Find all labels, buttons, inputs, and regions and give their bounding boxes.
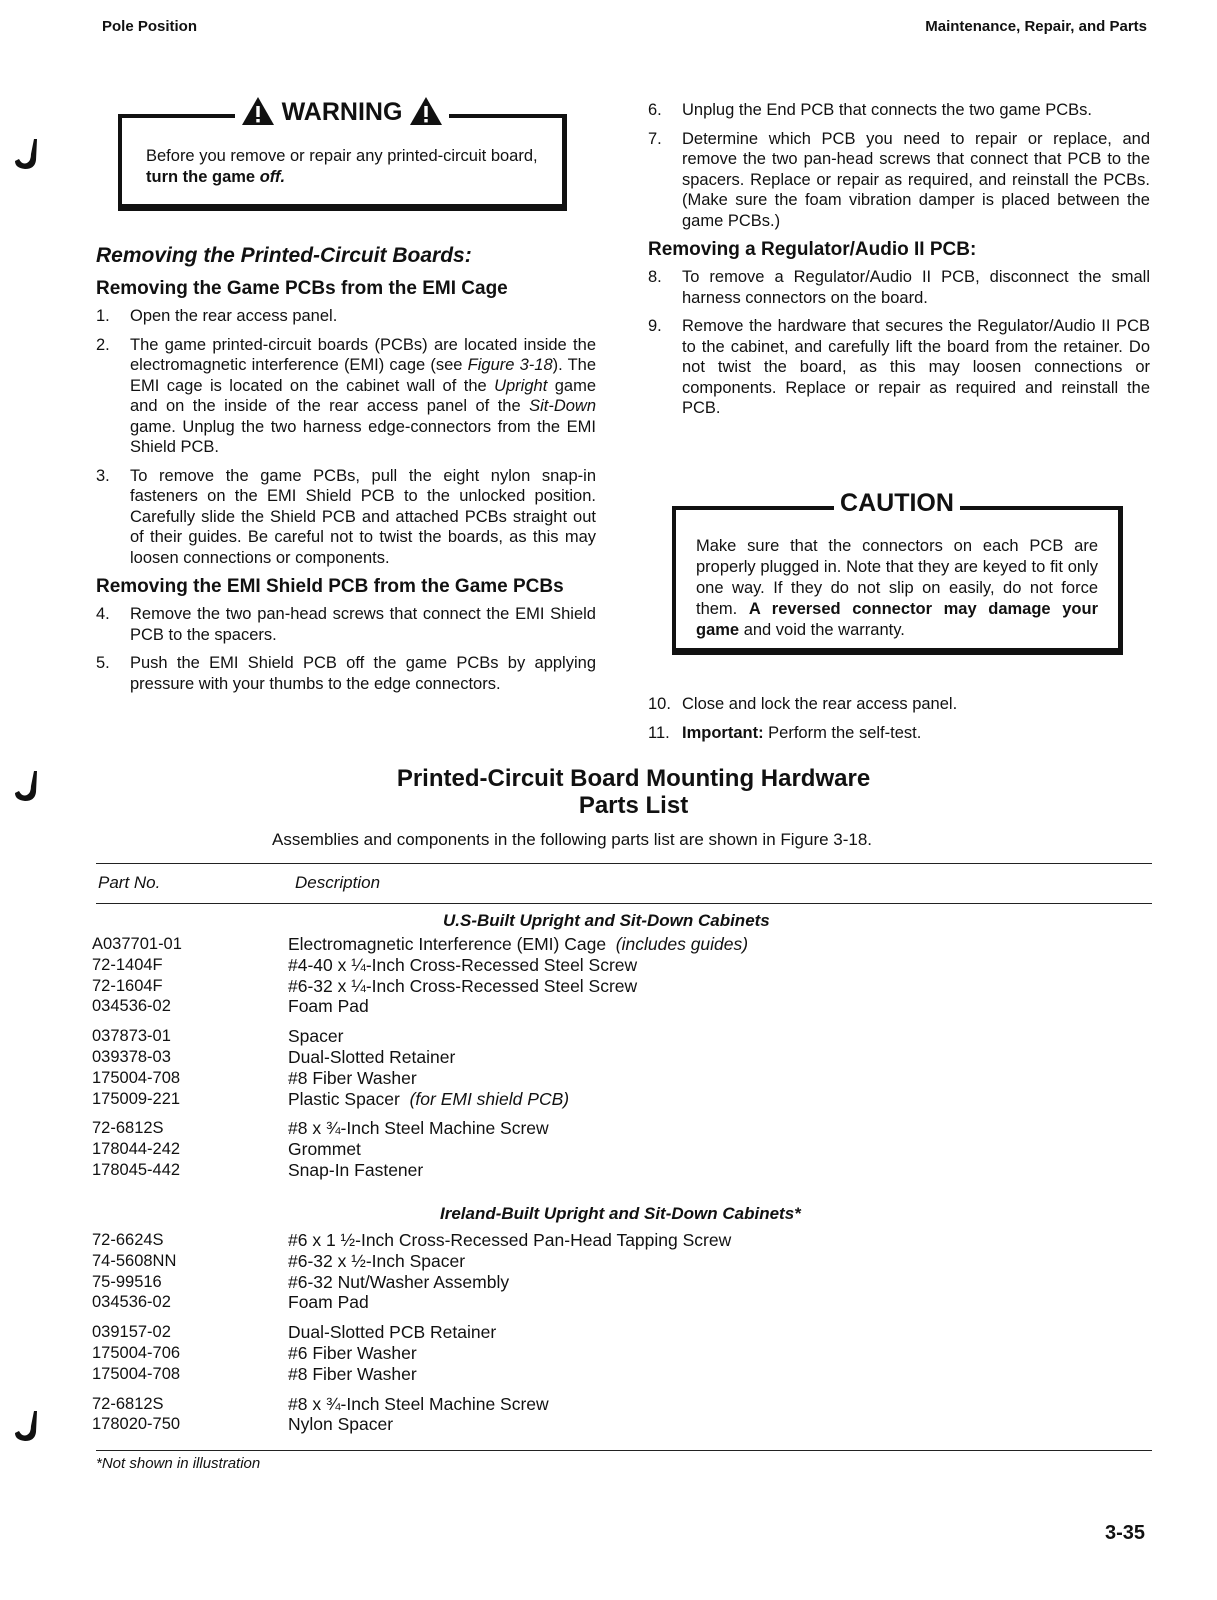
part-number: 034536-02 (92, 1293, 171, 1312)
part-number: 178020-750 (92, 1415, 181, 1434)
left-column (96, 244, 596, 702)
step-text: Determine which PCB you need to repair or replace, and remove the two pan-head screws that connect that PCB to the spacers. Replace or repair as required, and reinstall the PCBs. (Make sure the foam vibration damper is placed between the game PCBs.) (682, 129, 1150, 230)
part-description (288, 1230, 1152, 1251)
table-row (92, 1017, 1152, 1047)
figure-reference: Figure 3-18 (467, 356, 553, 374)
table-row (92, 1343, 1152, 1364)
table-row (92, 1068, 1152, 1089)
part-description (288, 1364, 1152, 1385)
step-2 (96, 335, 596, 458)
warning-triangle-icon (241, 96, 275, 126)
caution-box (672, 489, 1123, 655)
part-number: 175009-221 (92, 1089, 181, 1108)
part-number: 72-6812S (92, 1119, 164, 1138)
table-row (92, 996, 1152, 1017)
step-text: Remove the hardware that secures the Regulator/Audio II PCB to the cabinet, and carefully lift the board from the retainer. Do not twist the board, as this may loosen connections or components. Replace or repair as required and reinstall the PCB. (682, 317, 1150, 417)
step-text: Push the EMI Shield PCB off the game PCBs by applying pressure with your thumbs to the edge connectors. (130, 654, 596, 693)
part-number: 72-1404F (92, 955, 163, 974)
table-row (92, 1230, 1152, 1251)
step-list (648, 100, 1150, 231)
warning-title: WARNING (281, 98, 403, 126)
part-description (288, 934, 1152, 955)
description-text: #6-32 x ½-Inch Spacer (288, 1250, 466, 1271)
subheading-game-pcbs: Removing the Game PCBs from the EMI Cage (96, 278, 508, 299)
caution-text-main: Make sure that the connectors on each PCB are properly plugged in. Note that they are keyed to fit only one way. If they do not slip on easily, do not force them. (696, 537, 1098, 618)
step-text: The game printed-circuit boards (PCBs) are located inside the electromagnetic interference (EMI) cage (see Figure 3-18). The EMI cage is located on the cabinet wall of the Upright game and on the inside of the rear access panel of the Sit-Down game. Unplug the two harness edge-connectors from the EMI Shield PCB. (130, 335, 597, 456)
step-text: Unplug the End PCB that connects the two game PCBs. (682, 101, 1092, 119)
part-description (288, 1109, 1152, 1139)
step-number: 3. (96, 466, 110, 485)
table-row (92, 1364, 1152, 1385)
caution-text (696, 536, 1098, 641)
step-text: To remove the game PCBs, pull the eight nylon snap-in fasteners on the EMI Shield PCB to the unlocked position. Carefully slide the Shield PCB and attached PCBs straight out of their guides. Be careful not to twist the boards, as this may loosen connections or components. (130, 466, 596, 567)
table-row (92, 1089, 1152, 1110)
footnote: *Not shown in illustration (96, 1455, 261, 1472)
step-3 (96, 466, 596, 569)
warning-text (146, 146, 546, 188)
parts-list-title (0, 765, 1217, 819)
part-description (288, 1160, 1152, 1181)
warning-text-bold: turn the game (146, 168, 256, 186)
caution-title: CAUTION (834, 489, 960, 517)
part-number: 175004-708 (92, 1068, 181, 1087)
part-description (288, 976, 1152, 997)
table-row (92, 1385, 1152, 1415)
description-text: #8 x ¾-Inch Steel Machine Screw (288, 1393, 549, 1414)
part-number: 74-5608NN (92, 1251, 177, 1270)
description-text: Dual-Slotted Retainer (288, 1046, 456, 1067)
part-description (288, 1068, 1152, 1089)
part-description (288, 996, 1152, 1017)
part-number: 72-6812S (92, 1394, 164, 1413)
step-number: 9. (648, 317, 662, 335)
step-text: Close and lock the rear access panel. (682, 695, 958, 713)
column-header-description: Description (295, 873, 381, 892)
description-text: #8 Fiber Washer (288, 1067, 417, 1088)
subheading-regulator: Removing a Regulator/Audio II PCB: (648, 239, 977, 260)
step-number: 1. (96, 307, 110, 325)
description-text: #8 Fiber Washer (288, 1363, 417, 1384)
step-number: 6. (648, 101, 662, 119)
part-description (288, 1272, 1152, 1293)
step-text: Remove the two pan-head screws that connect the EMI Shield PCB to the spacers. (130, 605, 596, 644)
part-description (288, 1139, 1152, 1160)
step-number: 8. (648, 268, 662, 286)
running-header-right: Maintenance, Repair, and Parts (925, 18, 1147, 35)
warning-triangle-icon (409, 96, 443, 126)
description-text: #6-32 Nut/Washer Assembly (288, 1271, 510, 1292)
table-row (92, 1109, 1152, 1139)
description-note: (includes guides) (615, 934, 749, 954)
description-note: (for EMI shield PCB) (409, 1088, 570, 1109)
caution-text-end: and void the warranty. (739, 621, 905, 639)
step-7 (648, 129, 1150, 232)
right-column-bottom (648, 694, 1150, 751)
description-text: Nylon Spacer (288, 1414, 394, 1435)
table-row (92, 1251, 1152, 1272)
description-text: #4-40 x ¼-Inch Cross-Recessed Steel Screw (288, 954, 638, 975)
parts-table-us (92, 934, 1152, 1181)
caution-title-bar (676, 488, 1118, 518)
part-number: 75-99516 (92, 1272, 162, 1291)
step-text: To remove a Regulator/Audio II PCB, disconnect the small harness connectors on the board. (682, 268, 1150, 307)
section-heading: Removing the Printed-Circuit Boards: (96, 244, 472, 267)
table-row (92, 1139, 1152, 1160)
part-number: 175004-708 (92, 1364, 181, 1383)
description-text: Foam Pad (288, 996, 369, 1017)
step-text: Important: Perform the self-test. (682, 723, 922, 742)
table-row (92, 1414, 1152, 1435)
part-number: 72-1604F (92, 976, 163, 995)
part-description (288, 1089, 1152, 1110)
description-text: Snap-In Fastener (288, 1159, 424, 1180)
table-row (92, 1047, 1152, 1068)
parts-title-line-1: Printed-Circuit Board Mounting Hardware (396, 765, 871, 792)
step-number: 11. (648, 723, 670, 742)
step-6 (648, 100, 1150, 121)
table-row (92, 934, 1152, 955)
description-text: #8 x ¾-Inch Steel Machine Screw (288, 1118, 549, 1139)
part-number: 72-6624S (92, 1231, 164, 1249)
step-4 (96, 604, 596, 645)
table-rule-top (96, 863, 1152, 864)
subheading-emi-shield: Removing the EMI Shield PCB from the Game PCBs (96, 576, 564, 597)
description-text: Spacer (288, 1026, 344, 1047)
description-text: Foam Pad (288, 1292, 369, 1313)
table-row (92, 1313, 1152, 1343)
binder-hole-mark (10, 136, 46, 172)
description-text: #6 x 1 ½-Inch Cross-Recessed Pan-Head Tapping Screw (288, 1230, 732, 1250)
table-row (92, 1292, 1152, 1313)
step-list (648, 267, 1150, 419)
part-description (288, 1017, 1152, 1047)
parts-title-line-2: Parts List (578, 792, 689, 819)
parts-intro: Assemblies and components in the following parts list are shown in Figure 3-18. (272, 830, 873, 849)
table-row (92, 1272, 1152, 1293)
group-title-ireland: Ireland-Built Upright and Sit-Down Cabinets* (440, 1204, 801, 1223)
part-description (288, 1047, 1152, 1068)
part-number: 037873-01 (92, 1027, 171, 1046)
right-column (648, 100, 1150, 427)
step-number: 2. (96, 335, 110, 354)
table-row (92, 976, 1152, 997)
step-text: Open the rear access panel. (130, 307, 338, 325)
warning-text-main: Before you remove or repair any printed-circuit board, (146, 147, 538, 165)
step-list (648, 694, 1150, 743)
column-header-part-no: Part No. (98, 873, 161, 892)
table-row (92, 1160, 1152, 1181)
description-text: Electromagnetic Interference (EMI) Cage (288, 934, 607, 954)
group-title-us: U.S-Built Upright and Sit-Down Cabinets (443, 911, 770, 930)
part-description (288, 1385, 1152, 1415)
step-1 (96, 306, 596, 327)
part-description (288, 1313, 1152, 1343)
warning-text-off: off. (259, 168, 286, 186)
page-number: 3-35 (1104, 1522, 1145, 1544)
description-text: #6 Fiber Washer (288, 1342, 417, 1363)
part-number: 039157-02 (92, 1323, 171, 1342)
part-number: 178045-442 (92, 1160, 181, 1179)
step-number: 10. (648, 695, 671, 713)
step-list (96, 604, 596, 694)
part-description (288, 1251, 1152, 1272)
table-row (92, 955, 1152, 976)
step-number: 7. (648, 129, 662, 148)
step-9 (648, 316, 1150, 419)
binder-hole-mark (10, 1408, 46, 1444)
part-description (288, 955, 1152, 976)
part-number: A037701-01 (92, 935, 182, 953)
part-number: 039378-03 (92, 1047, 171, 1066)
parts-table-ireland (92, 1230, 1152, 1435)
running-header-left: Pole Position (102, 18, 198, 35)
step-list (96, 306, 596, 568)
part-number: 178044-242 (92, 1140, 181, 1159)
table-rule-bottom (96, 1450, 1152, 1451)
caution-text-bold: A reversed connector may damage your game (696, 600, 1098, 639)
step-number: 4. (96, 605, 110, 623)
warning-box (118, 98, 567, 211)
part-number: 175004-706 (92, 1343, 181, 1362)
step-5 (96, 653, 596, 694)
table-rule-header (96, 903, 1152, 904)
step-11 (648, 723, 1150, 744)
part-description (288, 1343, 1152, 1364)
step-number: 5. (96, 654, 110, 672)
description-text: #6-32 x ¼-Inch Cross-Recessed Steel Screw (288, 975, 638, 996)
step-8 (648, 267, 1150, 308)
part-description (288, 1292, 1152, 1313)
part-number: 034536-02 (92, 997, 171, 1016)
part-description (288, 1414, 1152, 1435)
step-10 (648, 694, 1150, 715)
warning-title-bar (122, 96, 562, 127)
description-text: Grommet (288, 1139, 361, 1160)
description-text: Plastic Spacer (288, 1088, 400, 1109)
description-text: Dual-Slotted PCB Retainer (288, 1322, 497, 1343)
